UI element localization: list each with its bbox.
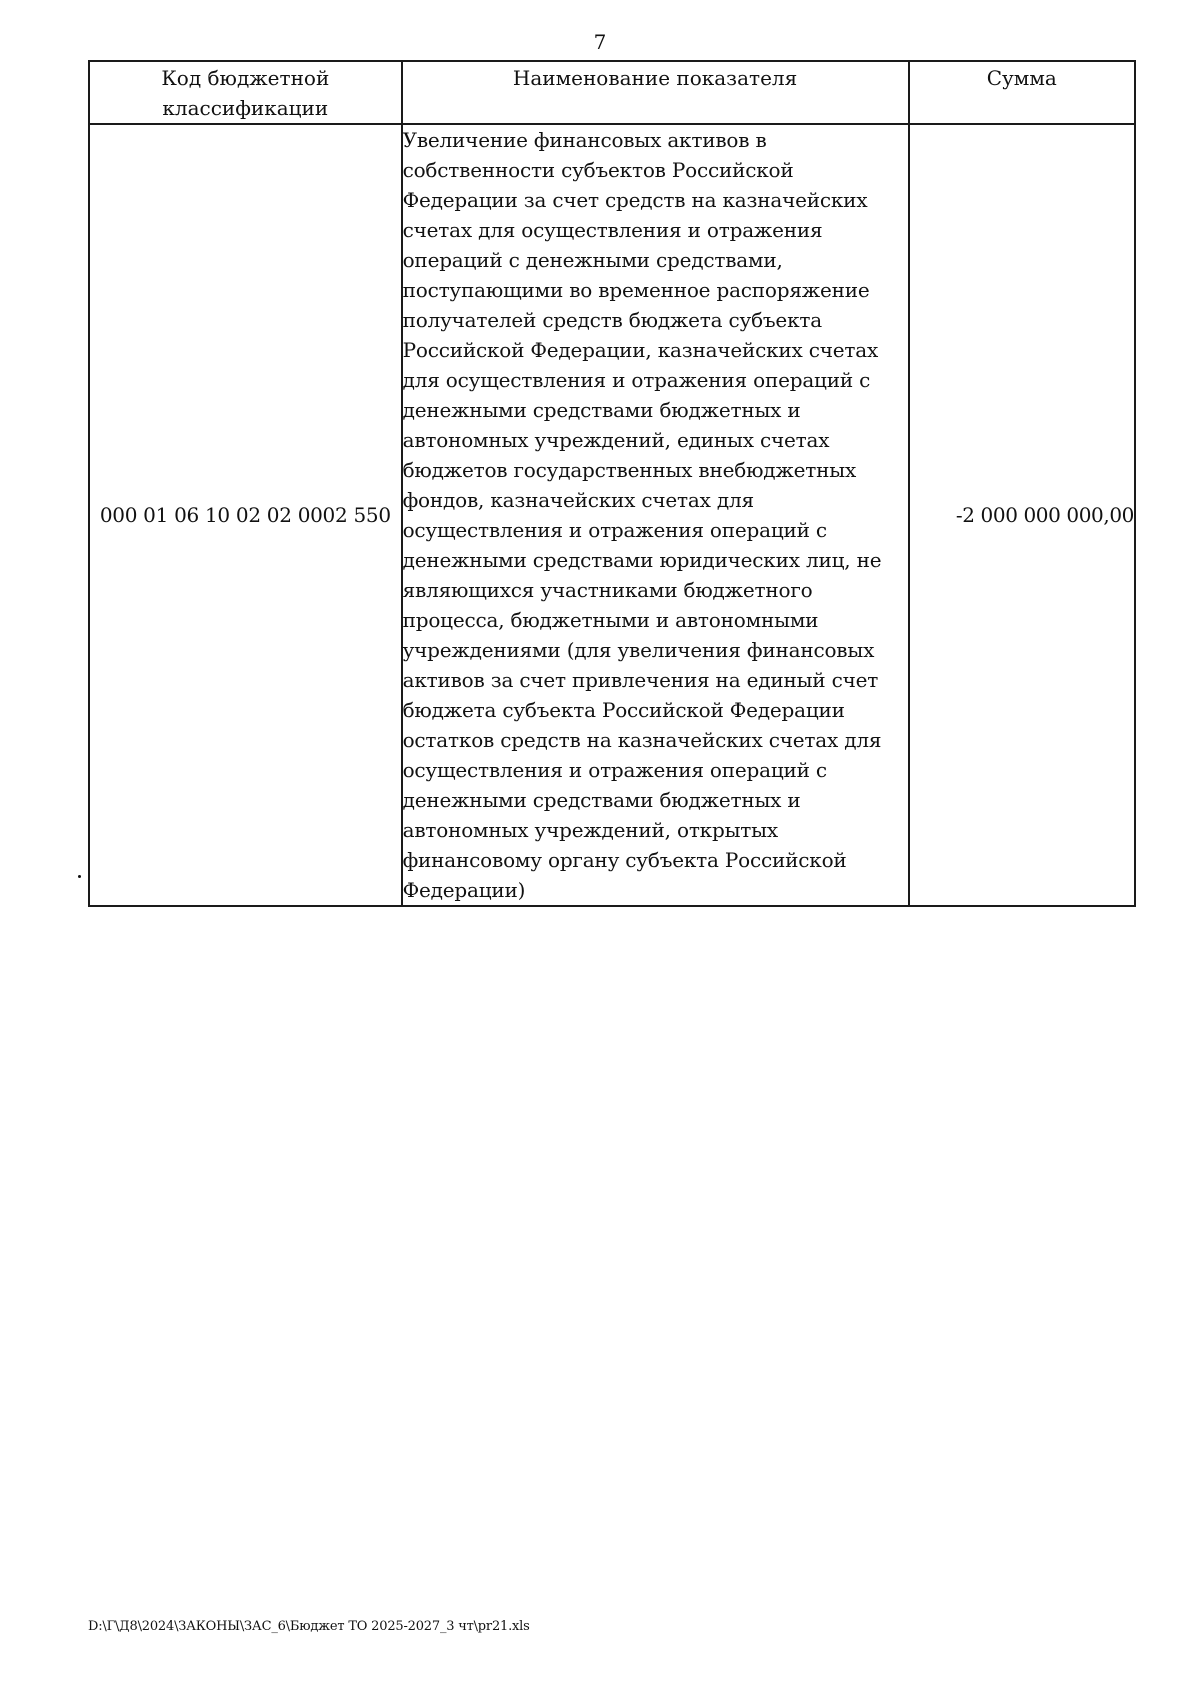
- indicator-name-line: бюджета субъекта Российской Федерации: [402, 698, 845, 722]
- indicator-name-line: Федерации): [402, 878, 526, 902]
- budget-code-cell: 000 01 06 10 02 02 0002 550: [89, 124, 402, 906]
- indicator-name-line: Федерации за счет средств на казначейских: [402, 188, 868, 212]
- footer-file-path: D:\Г\Д8\2024\ЗАКОНЫ\ЗАС_6\Бюджет ТО 2025-2027_3 чт\pr21.xls: [88, 1619, 530, 1634]
- indicator-name-line: операций с денежными средствами,: [402, 248, 783, 272]
- header-code-line2: классификации: [162, 96, 329, 120]
- indicator-name-line: активов за счет привлечения на единый счет: [402, 668, 879, 692]
- header-code-line1: Код бюджетной: [161, 66, 330, 90]
- indicator-name-line: учреждениями (для увеличения финансовых: [402, 638, 875, 662]
- indicator-name-line: поступающими во временное распоряжение: [402, 278, 870, 302]
- indicator-name-line: денежными средствами бюджетных и: [402, 398, 801, 422]
- indicator-name-line: являющихся участниками бюджетного: [402, 578, 813, 602]
- indicator-name-line: процесса, бюджетными и автономными: [402, 608, 819, 632]
- header-code: [89, 61, 402, 124]
- indicator-name-line: денежными средствами бюджетных и: [402, 788, 801, 812]
- indicator-name-line: остатков средств на казначейских счетах для: [402, 728, 882, 752]
- header-sum: Сумма: [909, 61, 1135, 124]
- table-row: [89, 124, 1135, 906]
- table-header-row: [89, 61, 1135, 124]
- indicator-name-cell: [402, 124, 909, 906]
- indicator-name-line: Увеличение финансовых активов в: [402, 128, 767, 152]
- indicator-name-line: собственности субъектов Российской: [402, 158, 794, 182]
- indicator-name-line: получателей средств бюджета субъекта: [402, 308, 822, 332]
- indicator-name-line: осуществления и отражения операций с: [402, 518, 827, 542]
- header-name: Наименование показателя: [402, 61, 909, 124]
- margin-dot: [78, 875, 81, 878]
- indicator-name-line: фондов, казначейских счетах для: [402, 488, 754, 512]
- indicator-name-line: финансовому органу субъекта Российской: [402, 848, 847, 872]
- indicator-name-line: денежными средствами юридических лиц, не: [402, 548, 882, 572]
- sum-cell: -2 000 000 000,00: [909, 124, 1135, 906]
- indicator-name-line: для осуществления и отражения операций с: [402, 368, 871, 392]
- indicator-name-line: осуществления и отражения операций с: [402, 758, 827, 782]
- indicator-name-line: автономных учреждений, единых счетах: [402, 428, 830, 452]
- indicator-name-line: счетах для осуществления и отражения: [402, 218, 823, 242]
- indicator-name-line: бюджетов государственных внебюджетных: [402, 458, 857, 482]
- budget-table: [88, 60, 1136, 907]
- indicator-name-line: автономных учреждений, открытых: [402, 818, 778, 842]
- page-number: 7: [593, 30, 607, 54]
- indicator-name-line: Российской Федерации, казначейских счетах: [402, 338, 879, 362]
